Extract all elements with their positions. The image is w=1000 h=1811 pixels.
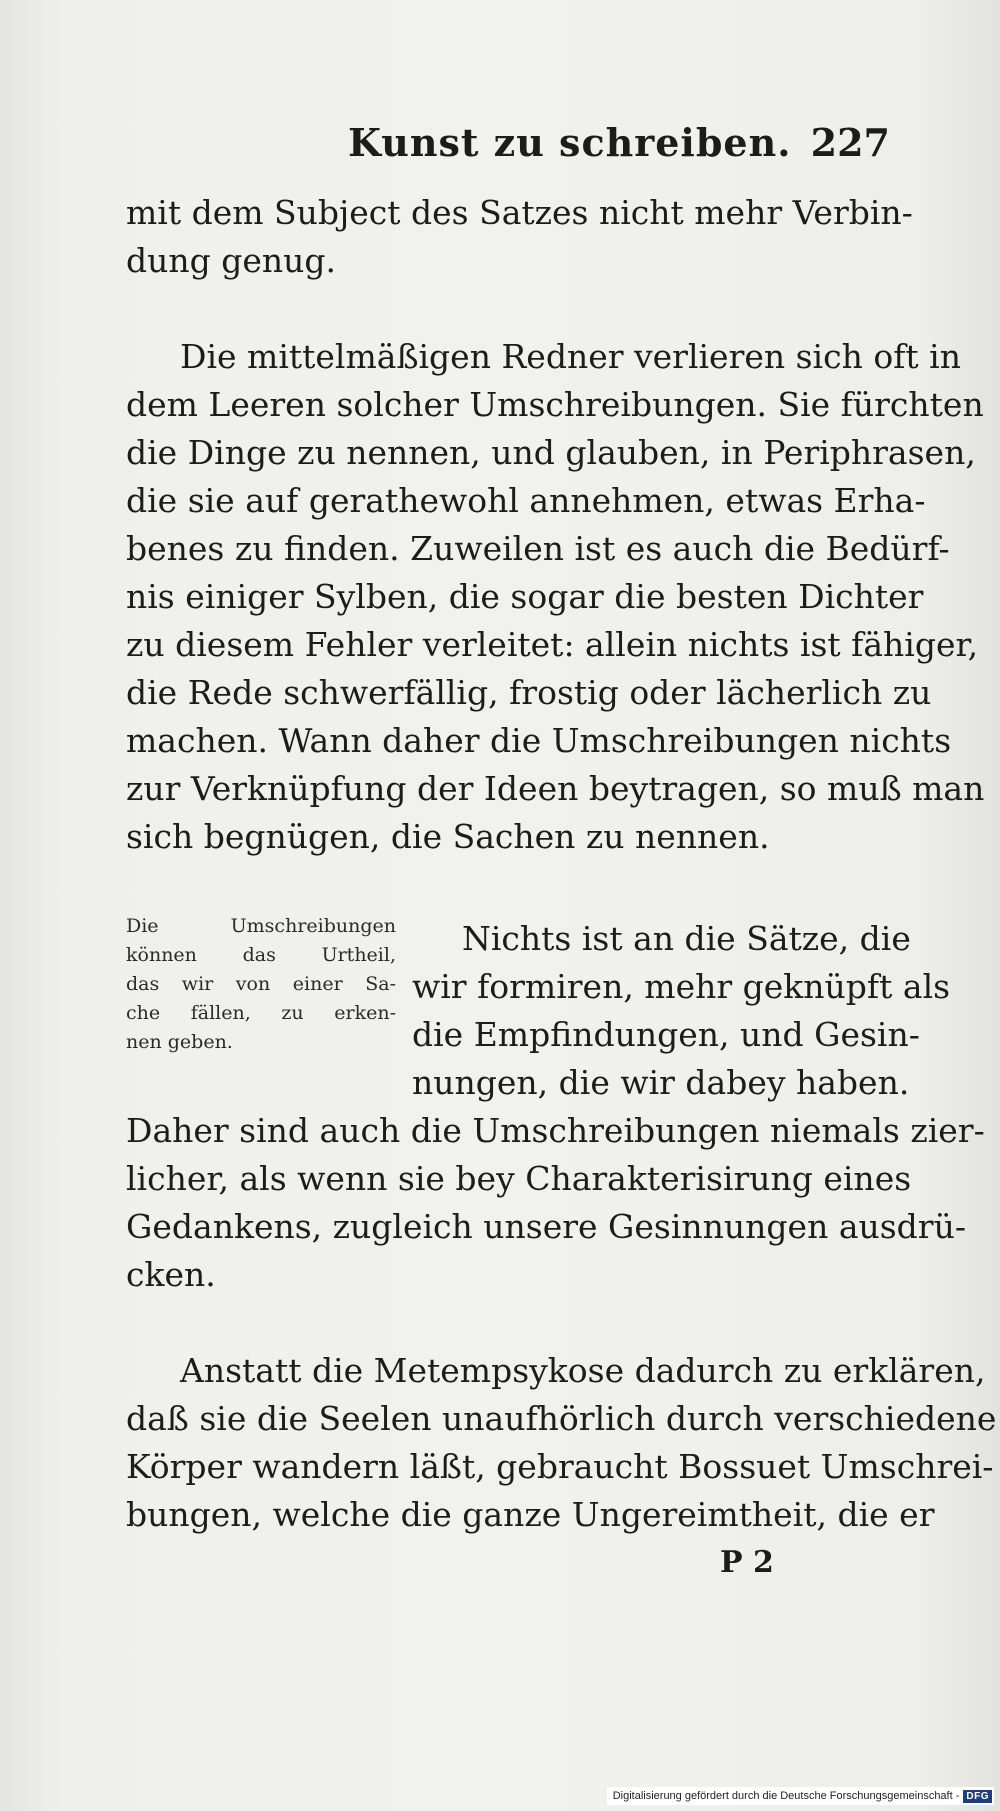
text-line: daß sie die Seelen unaufhörlich durch verschiedene — [126, 1399, 997, 1438]
text-line: Die mittelmäßigen Redner verlieren sich oft in — [180, 337, 961, 376]
page-number: 227 — [810, 120, 890, 165]
text-line: zur Verknüpfung der Ideen beytragen, so muß man — [126, 769, 985, 808]
text-line: dem Leeren solcher Umschreibungen. Sie fürchten — [126, 385, 984, 424]
text-line: dung genug. — [126, 241, 337, 280]
marginal-note — [126, 912, 396, 1057]
dfg-logo-icon: DFG — [963, 1790, 992, 1803]
text-line: die sie auf gerathewohl annehmen, etwas Erha- — [126, 481, 926, 520]
text-line: sich begnügen, die Sachen zu nennen. — [126, 817, 770, 856]
text-line: mit dem Subject des Satzes nicht mehr Verbin- — [126, 193, 913, 232]
text-line: Gedankens, zugleich unsere Gesinnungen ausdrü- — [126, 1207, 966, 1246]
text-line: Daher sind auch die Umschreibungen niemals zier- — [126, 1111, 985, 1150]
text-line: benes zu finden. Zuweilen ist es auch die Bedürf- — [126, 529, 950, 568]
text-line: zu diesem Fehler verleitet: allein nichts ist fähiger, — [126, 625, 979, 664]
text-line: die Dinge zu nennen, und glauben, in Periphrasen, — [126, 433, 976, 472]
text-line: die Empfindungen, und Gesin- — [412, 1015, 920, 1054]
digitization-footer — [607, 1787, 994, 1805]
text-line: licher, als wenn sie bey Charakterisirung eines — [126, 1159, 912, 1198]
text-line: Anstatt die Metempsykose dadurch zu erklären, — [180, 1351, 986, 1390]
marginal-line: nen geben. — [126, 1031, 233, 1053]
marginal-line: können das Urtheil, — [126, 944, 396, 966]
text-line: cken. — [126, 1255, 216, 1294]
text-line: Nichts ist an die Sätze, die — [462, 919, 911, 958]
running-title: Kunst zu schreiben. — [348, 120, 792, 165]
marginal-line: das wir von einer Sa- — [126, 973, 396, 995]
marginal-line: che fällen, zu erken- — [126, 1002, 396, 1024]
text-line: nis einiger Sylben, die sogar die besten Dichter — [126, 577, 924, 616]
text-line: die Rede schwerfällig, frostig oder lächerlich zu — [126, 673, 932, 712]
marginal-line: Die Umschreibungen — [126, 915, 396, 937]
footer-text: Digitalisierung gefördert durch die Deutsche Forschungsgemeinschaft - — [612, 1790, 960, 1802]
page-header — [128, 120, 890, 170]
text-line: bungen, welche die ganze Ungereimtheit, die er — [126, 1495, 935, 1534]
text-line: wir formiren, mehr geknüpft als — [412, 967, 951, 1006]
text-line: nungen, die wir dabey haben. — [412, 1063, 910, 1102]
text-line: machen. Wann daher die Umschreibungen nichts — [126, 721, 952, 760]
signature-mark: P 2 — [720, 1545, 774, 1580]
text-line: Körper wandern läßt, gebraucht Bossuet Umschrei- — [126, 1447, 994, 1486]
